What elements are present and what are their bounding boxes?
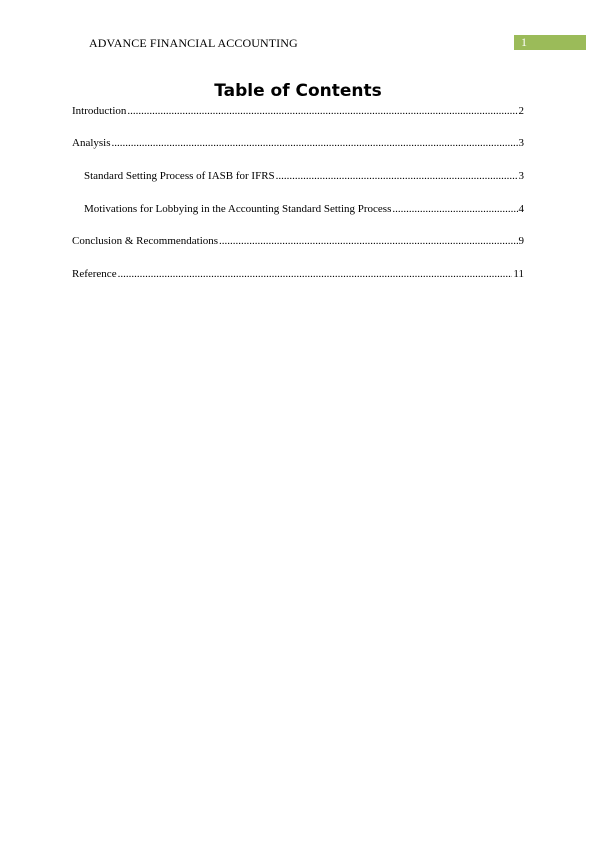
- toc-entry-introduction[interactable]: [72, 104, 524, 118]
- toc-entry-page: 3: [518, 170, 524, 182]
- toc-dot-leader: [276, 169, 518, 183]
- toc-entry-label: Reference: [72, 268, 117, 280]
- toc-entry-analysis[interactable]: [72, 136, 524, 150]
- toc-entry-label: Motivations for Lobbying in the Accounting Standard Setting Process: [84, 203, 392, 215]
- toc-entry-page: 4: [518, 203, 524, 215]
- toc-entry-page: 3: [518, 137, 524, 149]
- toc-entry-reference[interactable]: [72, 267, 524, 281]
- toc-entry-label: Conclusion & Recommendations: [72, 235, 219, 247]
- toc-entry-conclusion-recommendations[interactable]: [72, 234, 524, 248]
- page-number-badge: 1: [514, 35, 586, 50]
- toc-entry-page: 11: [513, 268, 524, 280]
- toc-dot-leader: [127, 104, 517, 118]
- toc-entry-motivations-for-lobbying[interactable]: [84, 202, 524, 216]
- running-header-title: ADVANCE FINANCIAL ACCOUNTING: [89, 36, 298, 50]
- toc-entry-label: Introduction: [72, 105, 127, 117]
- toc-entry-label: Analysis: [72, 137, 111, 149]
- toc-dot-leader: [112, 136, 518, 150]
- toc-entry-page: 2: [518, 105, 524, 117]
- toc-entry-standard-setting-process[interactable]: [84, 169, 524, 183]
- toc-entry-page: 9: [518, 235, 524, 247]
- toc-entry-label: Standard Setting Process of IASB for IFRS: [84, 170, 275, 182]
- toc-dot-leader: [219, 234, 517, 248]
- toc-dot-leader: [118, 267, 513, 281]
- toc-dot-leader: [392, 202, 517, 216]
- toc-heading: Table of Contents: [214, 81, 382, 101]
